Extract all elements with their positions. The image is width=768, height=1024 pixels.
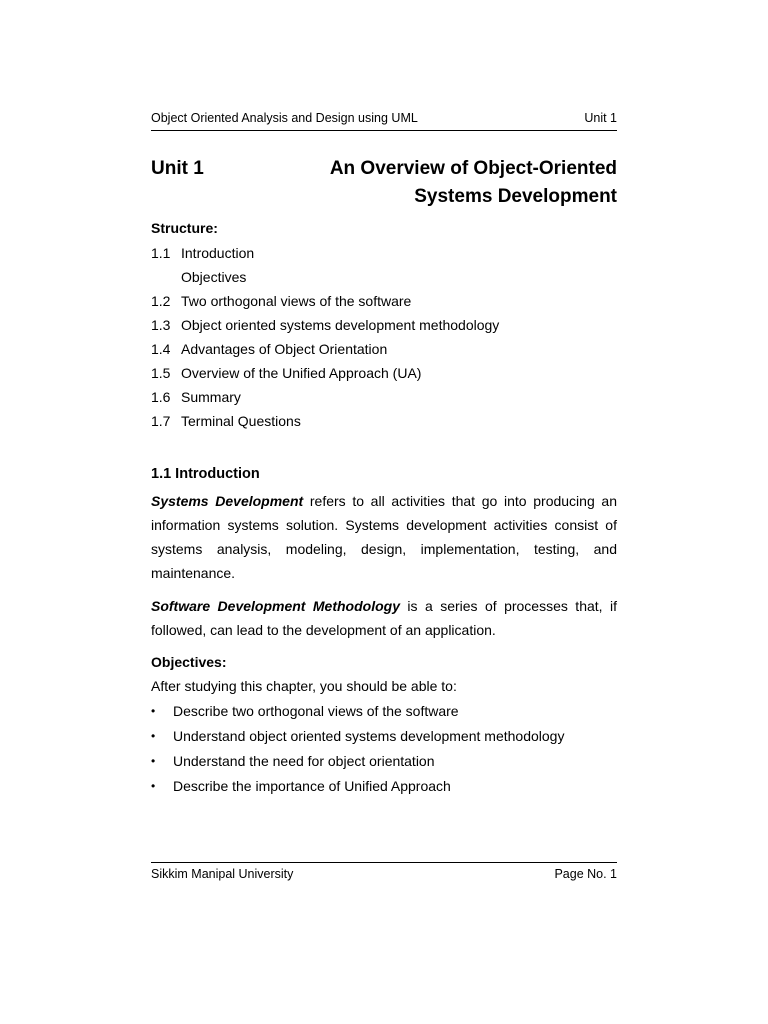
chapter-unit-label: Unit 1 <box>151 158 204 179</box>
structure-item <box>151 409 617 433</box>
structure-item <box>151 241 617 265</box>
objective-item <box>151 774 617 799</box>
structure-section <box>151 217 617 433</box>
structure-item-label: Terminal Questions <box>181 413 301 429</box>
objective-item <box>151 749 617 774</box>
objective-item <box>151 724 617 749</box>
methodology-definition: is a series of processes that, if followed, can lead to the development of an application. <box>151 598 617 638</box>
methodology-paragraph <box>151 594 617 642</box>
introduction-section <box>151 463 617 799</box>
structure-item <box>151 337 617 361</box>
header-unit: Unit 1 <box>584 111 617 125</box>
structure-item-number: 1.4 <box>151 341 171 357</box>
objective-text: Describe the importance of Unified Approach <box>173 778 451 794</box>
structure-item-label: Object oriented systems development methodology <box>181 317 500 333</box>
structure-item <box>151 313 617 337</box>
objective-text: Describe two orthogonal views of the software <box>173 703 459 719</box>
header-book-title: Object Oriented Analysis and Design using UML <box>151 111 418 125</box>
running-footer <box>151 862 617 881</box>
structure-list <box>151 241 617 433</box>
systems-development-term: Systems Development <box>151 493 304 509</box>
objectives-heading: Objectives: <box>151 654 227 670</box>
structure-item-number: 1.7 <box>151 413 171 429</box>
structure-item-number: 1.1 <box>151 245 171 261</box>
structure-item-number: 1.6 <box>151 389 171 405</box>
systems-development-paragraph <box>151 489 617 585</box>
structure-item-label: Introduction <box>181 245 255 261</box>
structure-item-label: Advantages of Object Orientation <box>181 341 388 357</box>
structure-item <box>151 265 617 289</box>
systems-development-definition: refers to all activities that go into producing an information systems solution. Systems development activities consist of systems analysis, modeling, design, implementation, testing, and maintenance. <box>151 493 617 581</box>
footer-page-number: Page No. 1 <box>554 867 617 881</box>
structure-item <box>151 289 617 313</box>
footer-university: Sikkim Manipal University <box>151 867 294 881</box>
bullet-icon: • <box>151 729 156 743</box>
objectives-lead: After studying this chapter, you should be able to: <box>151 678 457 694</box>
structure-item-label: Objectives <box>181 269 247 285</box>
methodology-term: Software Development Methodology <box>151 598 400 614</box>
chapter-title-line-1: An Overview of Object-Oriented <box>329 158 617 179</box>
structure-item-number: 1.2 <box>151 293 171 309</box>
objective-item <box>151 699 617 724</box>
structure-item <box>151 361 617 385</box>
objective-text: Understand the need for object orientation <box>173 753 435 769</box>
running-header <box>151 111 617 131</box>
structure-item-label: Two orthogonal views of the software <box>181 293 412 309</box>
chapter-title <box>151 155 617 211</box>
introduction-heading: 1.1 Introduction <box>151 466 260 482</box>
chapter-title-block <box>151 155 617 211</box>
bullet-icon: • <box>151 704 156 718</box>
structure-item <box>151 385 617 409</box>
structure-item-label: Overview of the Unified Approach (UA) <box>181 365 422 381</box>
structure-heading: Structure: <box>151 220 218 236</box>
objective-text: Understand object oriented systems development methodology <box>173 728 565 744</box>
bullet-icon: • <box>151 754 156 768</box>
bullet-icon: • <box>151 779 156 793</box>
structure-item-number: 1.3 <box>151 317 171 333</box>
structure-item-number <box>151 265 181 289</box>
structure-item-label: Summary <box>181 389 241 405</box>
chapter-title-line-2: Systems Development <box>414 186 617 207</box>
structure-item-number: 1.5 <box>151 365 171 381</box>
objectives-list <box>151 699 617 799</box>
